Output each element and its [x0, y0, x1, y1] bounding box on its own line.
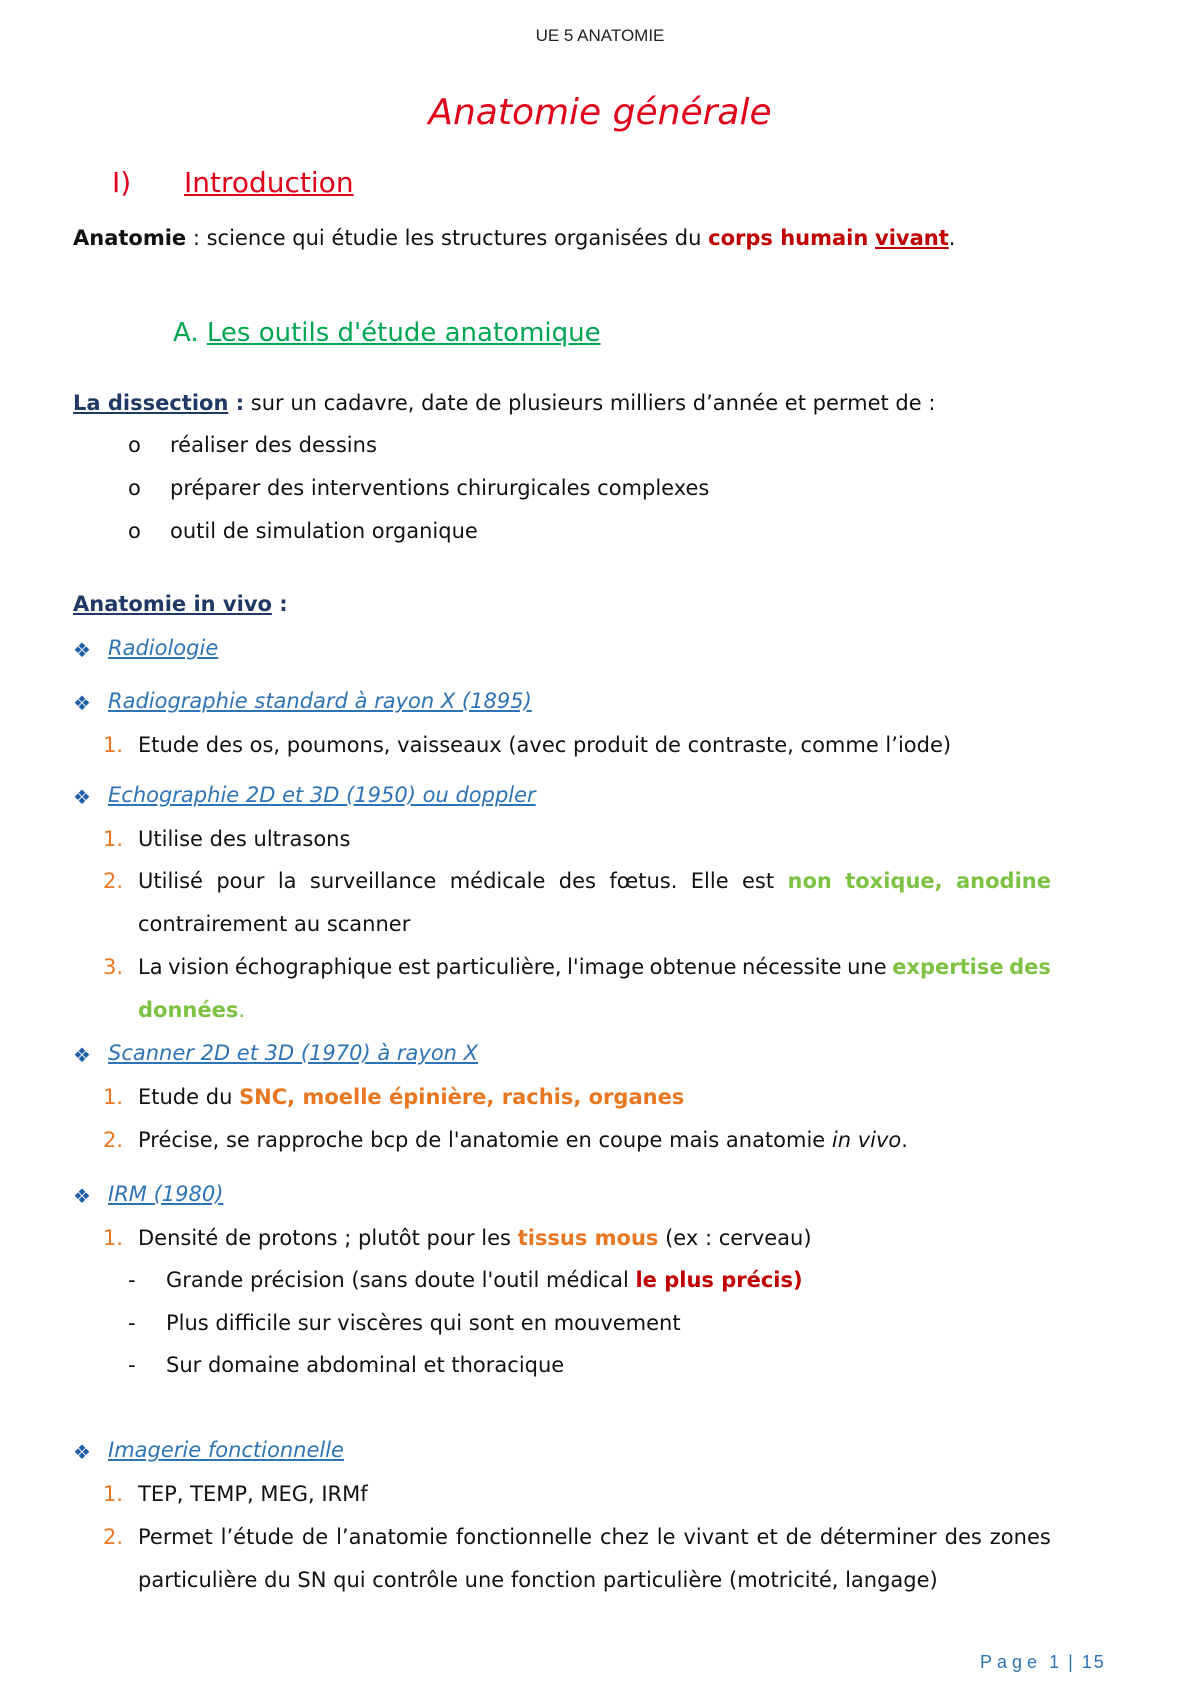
list-number: 1.: [103, 1226, 124, 1250]
footer-separator: |: [1061, 1652, 1082, 1672]
radiographie-item-1: Etude des os, poumons, vaisseaux (avec produit de contraste, comme l’iode): [138, 733, 952, 757]
scanner-item-2-text: Précise, se rapproche bcp de l'anatomie en coupe mais anatomie: [138, 1128, 832, 1152]
irm-detail-2: Plus difficile sur viscères qui sont en mouvement: [166, 1311, 681, 1335]
list-number: 3.: [103, 955, 124, 979]
irm-detail-1: [166, 1268, 803, 1292]
word: la: [277, 869, 297, 893]
irm-item-1-highlight: tissus mous: [517, 1226, 659, 1250]
highlight-word: non: [787, 869, 832, 893]
scanner-item-1: [138, 1085, 684, 1109]
word: La: [138, 955, 163, 979]
diamond-bullet-icon: ❖: [73, 691, 91, 715]
period: .: [901, 1128, 908, 1152]
invivo-colon: :: [271, 592, 288, 616]
subsection-title: Les outils d'étude anatomique: [206, 318, 601, 348]
list-item-text: réaliser des dessins: [170, 433, 377, 457]
word: des: [944, 1525, 982, 1549]
intro-term: Anatomie: [73, 226, 187, 250]
footer-page-total: 15: [1081, 1652, 1106, 1672]
word: de: [785, 1525, 812, 1549]
echo-item-2-cont: contrairement au scanner: [138, 912, 411, 936]
irm-item-1: [138, 1226, 812, 1250]
page-header: UE 5 ANATOMIE: [535, 26, 665, 45]
word: obtenue: [649, 955, 737, 979]
word: est: [742, 869, 775, 893]
list-number: 2.: [103, 869, 124, 893]
circle-bullet-icon: o: [128, 476, 141, 500]
word: surveillance: [309, 869, 437, 893]
imagerie-item-1: TEP, TEMP, MEG, IRMf: [138, 1482, 368, 1506]
word: vivant: [683, 1525, 749, 1549]
imagerie-item-2: [138, 1525, 1051, 1549]
diamond-bullet-icon: ❖: [73, 638, 91, 662]
list-item-text: préparer des interventions chirurgicales complexes: [170, 476, 710, 500]
word: chez: [599, 1525, 649, 1549]
dash-bullet-icon: -: [128, 1353, 136, 1377]
scanner-item-2: [138, 1128, 908, 1152]
word: et: [756, 1525, 778, 1549]
list-number: 2.: [103, 1525, 124, 1549]
word: nécessite: [742, 955, 842, 979]
word: de: [301, 1525, 329, 1549]
word: le: [656, 1525, 676, 1549]
highlight-word: toxique,: [845, 869, 943, 893]
intro-highlight-2: vivant: [875, 226, 949, 250]
topic-imagerie: Imagerie fonctionnelle: [108, 1438, 344, 1462]
intro-definition: [73, 226, 955, 250]
word: l'image: [567, 955, 645, 979]
echo-item-2: [138, 869, 1051, 893]
list-item: [128, 476, 141, 500]
irm-item-1-text: Densité de protons ; plutôt pour les: [138, 1226, 518, 1250]
irm-detail-1-text: Grande précision (sans doute l'outil médical: [166, 1268, 636, 1292]
dissection-term: La dissection: [73, 391, 229, 415]
word: vision: [168, 955, 230, 979]
dissection-text: sur un cadavre, date de plusieurs milliers d’année et permet de :: [244, 391, 936, 415]
list-item: [128, 433, 141, 457]
invivo-term: Anatomie in vivo: [73, 592, 272, 616]
intro-highlight-1: corps humain: [708, 226, 869, 250]
word: l’étude: [220, 1525, 294, 1549]
topic-echographie: Echographie 2D et 3D (1950) ou doppler: [108, 783, 536, 807]
footer-page-number: 1: [1049, 1652, 1062, 1672]
dissection-paragraph: [73, 391, 935, 415]
list-item-text: outil de simulation organique: [170, 519, 478, 543]
list-number: 1.: [103, 827, 124, 851]
word: échographique: [234, 955, 393, 979]
word: une: [847, 955, 887, 979]
topic-radiographie: Radiographie standard à rayon X (1895): [108, 689, 532, 713]
highlight-word: anodine: [956, 869, 1051, 893]
echo-item-1: Utilise des ultrasons: [138, 827, 351, 851]
list-item: [128, 519, 141, 543]
subsection-heading-a: [173, 318, 601, 348]
topic-radiologie: Radiologie: [108, 636, 219, 660]
section-title: Introduction: [184, 166, 354, 199]
topic-irm: IRM (1980): [108, 1182, 224, 1206]
intro-end: .: [948, 226, 956, 250]
diamond-bullet-icon: ❖: [73, 1043, 91, 1067]
scanner-item-2-italic: in vivo: [831, 1128, 902, 1152]
word: pour: [216, 869, 265, 893]
topic-scanner: Scanner 2D et 3D (1970) à rayon X: [108, 1041, 479, 1065]
footer-label: Page: [980, 1652, 1043, 1672]
dash-bullet-icon: -: [128, 1268, 136, 1292]
period: .: [238, 998, 246, 1022]
scanner-item-1-highlight: SNC, moelle épinière, rachis, organes: [239, 1085, 685, 1109]
diamond-bullet-icon: ❖: [73, 1184, 91, 1208]
word: Utilisé: [138, 869, 203, 893]
dissection-colon: :: [228, 391, 245, 415]
diamond-bullet-icon: ❖: [73, 785, 91, 809]
echo-item-3: [138, 955, 1051, 979]
scanner-item-1-text: Etude du: [138, 1085, 240, 1109]
list-number: 1.: [103, 1482, 124, 1506]
highlight-word: données: [138, 998, 239, 1022]
irm-detail-3: Sur domaine abdominal et thoracique: [166, 1353, 565, 1377]
word: zones: [989, 1525, 1051, 1549]
circle-bullet-icon: o: [128, 433, 141, 457]
word: Permet: [138, 1525, 213, 1549]
list-number: 1.: [103, 733, 124, 757]
dash-bullet-icon: -: [128, 1311, 136, 1335]
list-number: 2.: [103, 1128, 124, 1152]
word: médicale: [449, 869, 546, 893]
echo-item-3-cont: [138, 998, 245, 1022]
word: Elle: [690, 869, 729, 893]
word: particulière,: [435, 955, 562, 979]
word: fonctionnelle: [455, 1525, 593, 1549]
page-footer: [980, 1652, 1106, 1673]
invivo-heading: [73, 592, 288, 616]
imagerie-item-2-cont: particulière du SN qui contrôle une fonction particulière (motricité, langage): [138, 1568, 938, 1592]
document-title: Anatomie générale: [428, 92, 772, 133]
word: est: [397, 955, 430, 979]
irm-item-1-end: (ex : cerveau): [658, 1226, 812, 1250]
word: des: [558, 869, 596, 893]
highlight-word: des: [1009, 955, 1051, 979]
subsection-letter: A.: [173, 318, 199, 348]
section-heading-intro: [112, 166, 354, 199]
word: déterminer: [819, 1525, 937, 1549]
diamond-bullet-icon: ❖: [73, 1440, 91, 1464]
irm-detail-1-highlight: le plus précis): [635, 1268, 803, 1292]
circle-bullet-icon: o: [128, 519, 141, 543]
highlight-word: expertise: [892, 955, 1004, 979]
section-number: I): [112, 166, 132, 199]
word: l’anatomie: [336, 1525, 448, 1549]
intro-text: : science qui étudie les structures organisées du: [186, 226, 709, 250]
word: fœtus.: [609, 869, 678, 893]
list-number: 1.: [103, 1085, 124, 1109]
